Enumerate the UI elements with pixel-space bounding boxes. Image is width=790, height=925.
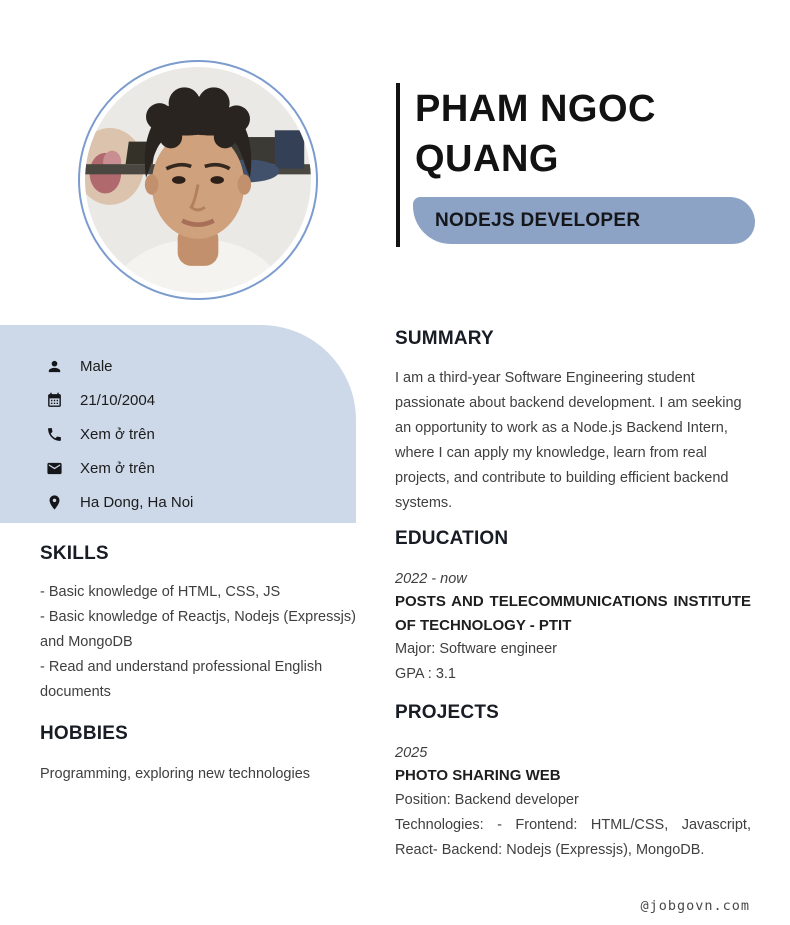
candidate-name: PHAM NGOC QUANG (415, 88, 656, 180)
skill-item: - Basic knowledge of HTML, CSS, JS (40, 584, 281, 600)
contact-email: Xem ở trên (80, 459, 155, 477)
summary-text: I am a third-year Software Engineering student passionate about backend development. I am seeking an opportunity to work as a Node.js Backend Intern, where I can apply my knowledge, learn from real projects, and contribute to building efficient backend systems. (395, 370, 742, 511)
contact-panel (0, 325, 356, 523)
location-icon (45, 493, 63, 511)
contact-row-address (45, 485, 356, 519)
contact-gender: Male (80, 357, 113, 375)
education-major: Major: Software engineer (395, 641, 557, 657)
project-period: 2025 (395, 745, 428, 761)
phone-icon (45, 425, 63, 443)
calendar-icon (45, 391, 63, 409)
name-accent-bar (396, 83, 400, 247)
skills-heading: SKILLS (40, 543, 109, 564)
contact-phone: Xem ở trên (80, 425, 155, 443)
project-name: PHOTO SHARING WEB (395, 767, 561, 784)
summary-heading: SUMMARY (395, 328, 494, 349)
skill-item: - Read and understand professional English documents (40, 659, 323, 700)
project-position: Position: Backend developer (395, 792, 579, 808)
hobbies-text: Programming, exploring new technologies (40, 766, 311, 782)
contact-row-gender (45, 349, 356, 383)
email-icon (45, 459, 63, 477)
contact-row-phone (45, 417, 356, 451)
contact-birthdate: 21/10/2004 (80, 391, 156, 409)
project-technologies: Technologies: - Frontend: HTML/CSS, Javascript, React- Backend: Nodejs (Expressjs), MongoDB. (395, 817, 751, 858)
contact-address: Ha Dong, Ha Noi (80, 493, 194, 511)
job-title-banner (413, 197, 755, 244)
education-gpa: GPA : 3.1 (395, 666, 456, 682)
profile-photo (85, 67, 311, 293)
person-icon (45, 357, 63, 375)
profile-photo-frame (78, 60, 318, 300)
education-school: POSTS AND TELECOMMUNICATIONS INSTITUTE OF TECHNOLOGY - PTIT (395, 593, 751, 634)
contact-row-birthdate (45, 383, 356, 417)
education-period: 2022 - now (395, 571, 467, 587)
site-watermark: @jobgovn.com (640, 898, 750, 914)
hobbies-heading: HOBBIES (40, 723, 128, 744)
contact-row-email (45, 451, 356, 485)
education-heading: EDUCATION (395, 528, 509, 549)
skill-item: - Basic knowledge of Reactjs, Nodejs (Expressjs) and MongoDB (40, 609, 356, 650)
job-title: NODEJS DEVELOPER (435, 209, 641, 231)
projects-heading: PROJECTS (395, 702, 500, 723)
skills-list (40, 580, 358, 705)
